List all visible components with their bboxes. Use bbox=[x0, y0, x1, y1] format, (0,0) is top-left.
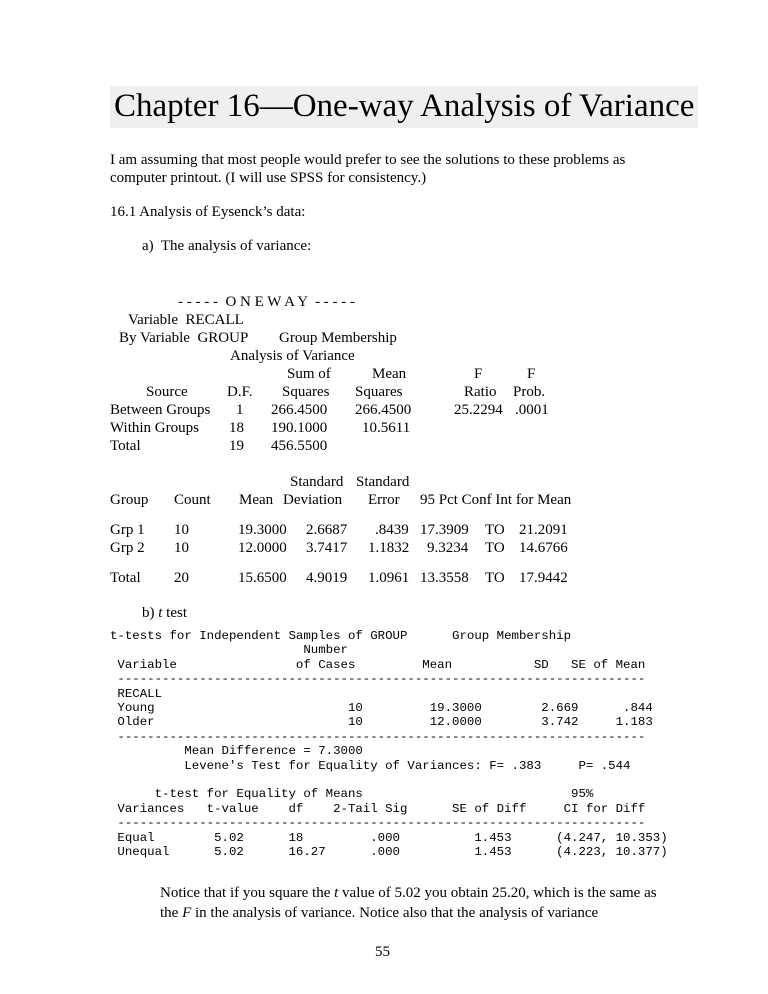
notice-t: t bbox=[334, 885, 339, 901]
desc-row-hi: 17.9442 bbox=[519, 570, 568, 586]
desc-row-sd: 2.6687 bbox=[306, 522, 348, 538]
aov-row-ss: 266.4500 bbox=[271, 402, 328, 418]
notice-text-3: in the analysis of variance. Notice also that the analysis of variance bbox=[191, 905, 599, 921]
page-number: 55 bbox=[375, 944, 390, 960]
desc-row-sd: 4.9019 bbox=[306, 570, 348, 586]
col-source: Source bbox=[146, 384, 188, 400]
oneway-header: - - - - - O N E W A Y - - - - - bbox=[178, 294, 356, 310]
desc-row-mean: 15.6500 bbox=[238, 570, 287, 586]
desc-header-ci: 95 Pct Conf Int for Mean bbox=[420, 492, 572, 508]
part-b-prefix: b) bbox=[142, 605, 159, 621]
desc-header-error: Error bbox=[368, 492, 400, 508]
col-df: D.F. bbox=[227, 384, 253, 400]
desc-row-to: TO bbox=[485, 522, 505, 538]
desc-row-count: 10 bbox=[174, 522, 189, 538]
desc-row-mean: 12.0000 bbox=[238, 540, 287, 556]
desc-row-se: 1.1832 bbox=[368, 540, 410, 556]
desc-row-se: 1.0961 bbox=[368, 570, 410, 586]
col-f1: F bbox=[474, 366, 483, 382]
desc-header-standard-2: Standard bbox=[356, 474, 410, 490]
oneway-group-membership: Group Membership bbox=[279, 330, 397, 346]
intro-paragraph: I am assuming that most people would prefer to see the solutions to these problems as computer printout. (I will use SPSS for consistency.) bbox=[110, 152, 626, 186]
aov-row-ms: 10.5611 bbox=[362, 420, 411, 436]
col-prob: Prob. bbox=[513, 384, 546, 400]
page-title-box bbox=[110, 86, 698, 128]
aov-row-df: 19 bbox=[229, 438, 244, 454]
col-sum-of: Sum of bbox=[287, 366, 331, 382]
desc-header-mean: Mean bbox=[239, 492, 274, 508]
oneway-variable: Variable RECALL bbox=[128, 312, 244, 328]
desc-header-count: Count bbox=[174, 492, 211, 508]
notice-paragraph bbox=[160, 883, 660, 923]
desc-row-count: 20 bbox=[174, 570, 189, 586]
desc-row-group: Total bbox=[110, 570, 141, 586]
desc-row-lo: 17.3909 bbox=[420, 522, 469, 538]
part-b-t: t bbox=[158, 605, 163, 621]
aov-row-source: Between Groups bbox=[110, 402, 211, 418]
aov-row-source: Within Groups bbox=[110, 420, 199, 436]
col-squares: Squares bbox=[282, 384, 330, 400]
aov-row-ss: 456.5500 bbox=[271, 438, 328, 454]
desc-row-count: 10 bbox=[174, 540, 189, 556]
page-title: Chapter 16—One-way Analysis of Variance bbox=[114, 88, 695, 124]
desc-row-mean: 19.3000 bbox=[238, 522, 287, 538]
desc-header-deviation: Deviation bbox=[283, 492, 343, 508]
desc-row-group: Grp 2 bbox=[110, 540, 145, 556]
aov-row-source: Total bbox=[110, 438, 141, 454]
notice-text-1: Notice that if you square the bbox=[160, 885, 335, 901]
desc-row-lo: 9.3234 bbox=[427, 540, 469, 556]
notice-f: F bbox=[182, 905, 192, 921]
aov-row-ms: 266.4500 bbox=[355, 402, 412, 418]
part-a-label: a) The analysis of variance: bbox=[142, 238, 312, 254]
aov-row-df: 1 bbox=[236, 402, 244, 418]
notice-text-2: value of 5.02 you obtain 25.20, which is the same as the bbox=[160, 885, 657, 921]
desc-header-standard-1: Standard bbox=[290, 474, 344, 490]
desc-row-hi: 14.6766 bbox=[519, 540, 568, 556]
desc-row-hi: 21.2091 bbox=[519, 522, 568, 538]
desc-row-sd: 3.7417 bbox=[306, 540, 348, 556]
col-ratio: Ratio bbox=[464, 384, 497, 400]
col-msquares: Squares bbox=[355, 384, 403, 400]
part-b-suffix: test bbox=[162, 605, 188, 621]
oneway-aov-label: Analysis of Variance bbox=[230, 348, 355, 364]
oneway-by-variable: By Variable GROUP bbox=[119, 330, 249, 346]
desc-row-to: TO bbox=[485, 540, 505, 556]
aov-row-p: .0001 bbox=[515, 402, 549, 418]
desc-row-to: TO bbox=[485, 570, 505, 586]
desc-row-lo: 13.3558 bbox=[420, 570, 469, 586]
aov-row-df: 18 bbox=[229, 420, 244, 436]
aov-row-f: 25.2294 bbox=[454, 402, 503, 418]
part-b-label bbox=[142, 604, 187, 622]
problem-label: 16.1 Analysis of Eysenck’s data: bbox=[110, 204, 306, 220]
aov-row-ss: 190.1000 bbox=[271, 420, 328, 436]
col-f2: F bbox=[527, 366, 536, 382]
col-mean: Mean bbox=[372, 366, 407, 382]
desc-row-se: .8439 bbox=[375, 522, 409, 538]
desc-row-group: Grp 1 bbox=[110, 522, 145, 538]
ttest-printout: t-tests for Independent Samples of GROUP Group Membership Number Variable of Cases Mean SD SE of Mean ----------------------------------------------------------------------- RECALL Young 10 19.3000 2.669 .844 Older 10 12.0000 3.742 1.183 ----------------------------------------------------------------------- Mean Difference = 7.3000 Levene's Test for Equality of Variances: F= .383 P= .544 t-test for Equality of Means 95% Variances t-value df 2-Tail Sig SE of Diff CI for Diff ----------------------------------------------------------------------- Equal 5.02 18 .000 1.453 (4.247, 10.353) Unequal 5.02 16.27 .000 1.453 (4.223, 10.377) bbox=[110, 629, 668, 860]
desc-header-group: Group bbox=[110, 492, 149, 508]
